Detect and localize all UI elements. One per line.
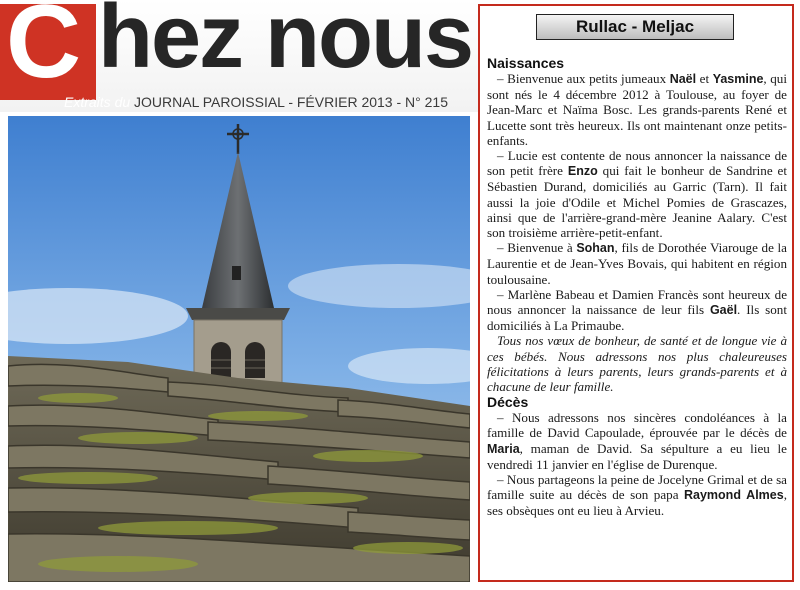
text-segment: – Bienvenue à <box>497 240 577 256</box>
text-segment: . Ils sont domiciliés à La Primaube. <box>487 302 787 334</box>
text-segment: , ses obsèques ont eu lieu à Arvieu. <box>487 487 787 519</box>
masthead-title-first-letter: C <box>6 0 82 100</box>
masthead-subtitle-issue: JOURNAL PAROISSIAL - FÉVRIER 2013 - N° 215 <box>130 94 448 110</box>
text-segment: et <box>696 71 713 86</box>
text-segment: – Nous partageons la peine de Jocelyne Grimal et de sa famille suite au décès de son papa <box>487 472 787 503</box>
deceased-name: Maria <box>487 441 520 456</box>
deceased-name: Raymond Almes <box>684 488 784 503</box>
baby-name: Enzo <box>567 164 598 179</box>
birth-announcement <box>487 148 787 240</box>
church-steeple-photo <box>8 116 470 582</box>
birth-announcement <box>487 287 787 334</box>
death-announcement <box>487 472 787 519</box>
birth-announcement <box>487 71 787 148</box>
masthead <box>0 0 478 112</box>
text-segment: , fils de Dorothée Viarouge de la Laurentie et de Jean-Yves Bovais, qui habitent en région toulousaine. <box>487 240 787 287</box>
text-segment: , qui sont nés le 4 décembre 2012 à Toulouse, au foyer de Jean-Marc et Naïma Bosc. Les grands-parents René et Lucette sont très heureux. Ils ont maintenant onze petits-enfants. <box>487 71 787 148</box>
deaths-heading: Décès <box>487 394 529 411</box>
text-segment: – Bienvenue aux petits jumeaux <box>497 71 670 86</box>
birth-announcement <box>487 240 787 287</box>
text-segment: – Lucie est contente de nous annoncer la naissance de son petit frère <box>487 148 787 179</box>
baby-name: Sohan <box>576 241 615 256</box>
parish-news-article <box>478 4 794 582</box>
text-segment: , maman de David. Sa sépulture a eu lieu le vendredi 11 janvier en l'église de Durenque. <box>487 440 787 472</box>
wishes-paragraph: Tous nos vœux de bonheur, de santé et de longue vie à ces bébés. Nous adressons nos plus chaleureuses félicitations à leurs parents, leurs grands-parents et à chacune de leur famille. <box>487 333 787 395</box>
masthead-subtitle-prefix: Extraits du <box>64 94 131 110</box>
article-body <box>487 55 787 519</box>
text-segment: – Marlène Babeau et Damien Francès sont heureux de nous annoncer la naissance de leur fils <box>487 286 787 318</box>
text-segment: qui fait le bonheur de Sandrine et Sébastien Durand, domiciliés au Garric (Tarn). Il fait aussi la joie d'Odile et Michel Pomies de Grascazes, ainsi que de l'arrière-grand-mère Jeanine Aalary. C'est son troisième arrière-petit-enfant. <box>487 163 787 241</box>
text-segment: – Nous adressons nos sincères condoléances à la famille de David Capoulade, éprouvée par le décès de <box>487 410 787 441</box>
baby-name: Yasmine <box>712 72 764 86</box>
baby-name: Naël <box>669 72 697 86</box>
births-heading: Naissances <box>487 55 565 71</box>
section-header: Rullac - Meljac <box>536 14 734 40</box>
death-announcement <box>487 410 787 472</box>
baby-name: Gaël <box>709 303 738 318</box>
masthead-title: hez nous <box>98 0 473 87</box>
masthead-logo-c <box>0 0 96 100</box>
masthead-subtitle <box>64 94 448 110</box>
